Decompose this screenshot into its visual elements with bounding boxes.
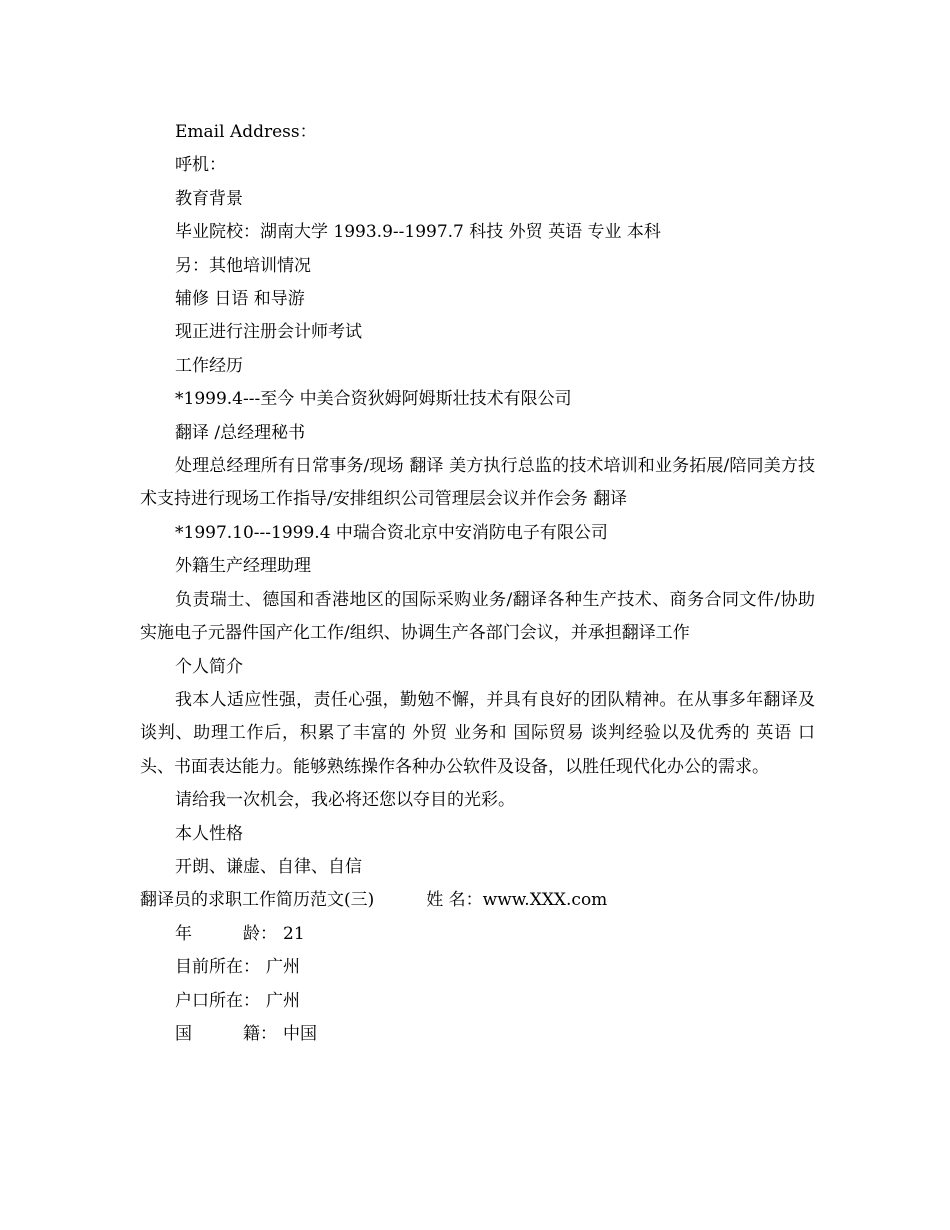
other-training-line: 另：其他培训情况	[175, 255, 311, 276]
minor-line: 辅修 日语 和导游	[175, 289, 305, 310]
cpa-line: 现正进行注册会计师考试	[175, 322, 362, 343]
location-value: 广州	[266, 957, 300, 978]
job1-period: *1999.4---至今 中美合资狄姆阿姆斯壮技术有限公司	[175, 389, 572, 410]
section-title-row	[140, 884, 815, 917]
profile-heading: 个人简介	[175, 656, 243, 677]
name-label: 姓 名：	[426, 890, 483, 911]
work-heading: 工作经历	[175, 355, 243, 376]
closing-line: 请给我一次机会，我必将还您以夺目的光彩。	[175, 790, 515, 811]
school-line: 毕业院校：湖南大学 1993.9--1997.7 科技 外贸 英语 专业 本科	[175, 222, 661, 243]
location-row	[140, 951, 815, 984]
job2-period: *1997.10---1999.4 中瑞合资北京中安消防电子有限公司	[175, 522, 608, 543]
age-row	[140, 918, 815, 951]
job2-description: 负责瑞士、德国和香港地区的国际采购业务/翻译各种生产技术、商务合同文件/协助实施电子元器件国产化工作/组织、协调生产各部门会议，并承担翻译工作	[140, 589, 815, 644]
nationality-label-1: 国	[175, 1023, 192, 1044]
email-line: Email Address：	[175, 122, 317, 142]
resume-content	[140, 116, 815, 1051]
education-heading: 教育背景	[175, 188, 243, 209]
nationality-row	[140, 1018, 815, 1051]
personality-heading: 本人性格	[175, 823, 243, 844]
personality-line: 开朗、谦虚、自律、自信	[175, 856, 362, 877]
location-label: 目前所在：	[175, 957, 260, 978]
job1-description: 处理总经理所有日常事务/现场 翻译 美方执行总监的技术培训和业务拓展/陪同美方技术支持进行现场工作指导/安排组织公司管理层会议并作会务 翻译	[140, 456, 815, 510]
age-value: 21	[283, 923, 305, 944]
age-label-2: 龄：	[243, 923, 277, 944]
section-title: 翻译员的求职工作简历范文(三)	[140, 890, 375, 911]
pager-line: 呼机：	[175, 155, 226, 176]
nationality-value: 中国	[283, 1023, 317, 1044]
age-label-1: 年	[175, 923, 192, 944]
hukou-row	[140, 985, 815, 1018]
name-value: www.XXX.com	[482, 890, 608, 911]
nationality-label-2: 籍：	[243, 1023, 277, 1044]
hukou-value: 广州	[266, 990, 300, 1011]
hukou-label: 户口所在：	[175, 990, 260, 1011]
profile-description: 我本人适应性强，责任心强，勤勉不懈，并具有良好的团队精神。在从事多年翻译及谈判、助理工作后，积累了丰富的 外贸 业务和 国际贸易 谈判经验以及优秀的 英语 口头、书面表达能力。能够熟练操作各种办公软件及设备，以胜任现代化办公的需求。	[140, 689, 815, 777]
job2-title: 外籍生产经理助理	[175, 556, 311, 577]
job1-title: 翻译 /总经理秘书	[175, 422, 306, 443]
